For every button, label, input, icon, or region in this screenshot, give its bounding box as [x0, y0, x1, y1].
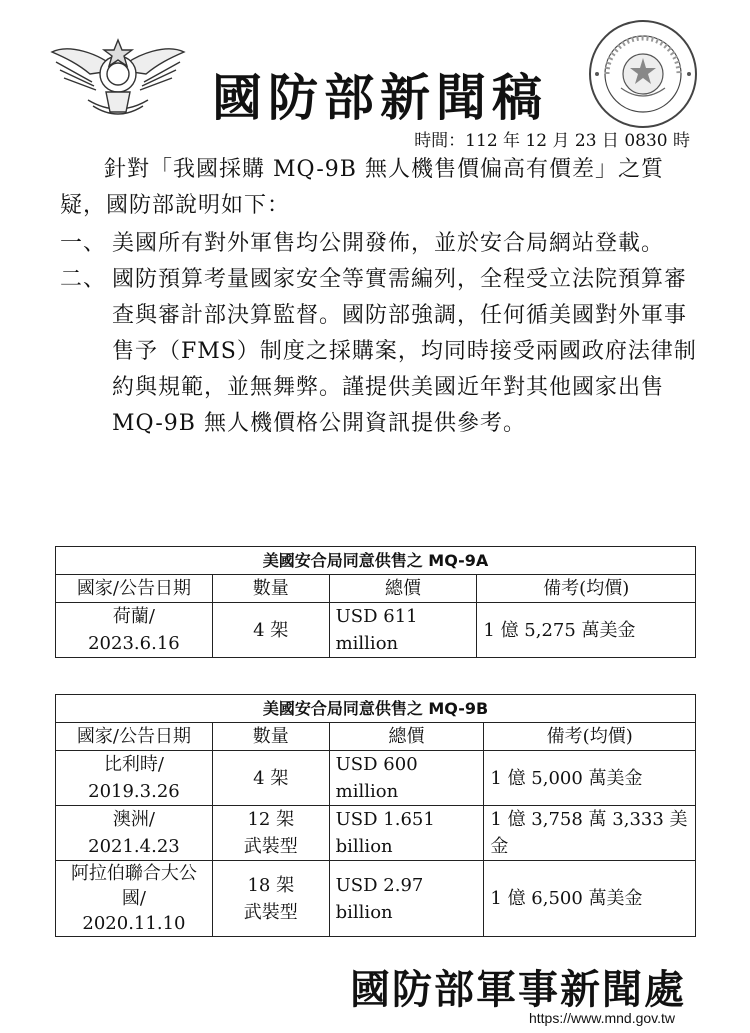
release-timestamp: 時間：112 年 12 月 23 日 0830 時 [414, 131, 690, 151]
column-header: 備考(均價) [477, 575, 696, 603]
table-row [56, 806, 696, 861]
quantity-note: 武裝型 [243, 901, 298, 923]
total-price-cell: USD 2.97 [335, 874, 424, 896]
date-cell: 2021.4.23 [88, 836, 180, 857]
date-cell: 2023.6.16 [88, 633, 180, 654]
list-item [60, 262, 700, 442]
total-price-unit: million [335, 633, 399, 654]
average-price-cell: 1 億 5,275 萬美金 [483, 619, 636, 641]
average-price-cell: 1 億 6,500 萬美金 [490, 888, 643, 909]
column-header: 數量 [212, 575, 329, 603]
column-header: 國家/公告日期 [56, 575, 213, 603]
date-cell: 2019.3.26 [88, 781, 180, 802]
average-price-cell: 1 億 5,000 萬美金 [490, 767, 643, 789]
column-header: 總價 [329, 575, 477, 603]
total-price-cell: USD 1.651 [335, 809, 435, 830]
total-price-unit: billion [335, 836, 393, 857]
website-url: https://www.mnd.gov.tw [528, 1010, 675, 1026]
country-cell: 荷蘭/ [112, 606, 155, 627]
average-price-cell: 1 億 3,758 萬 3,333 美金 [490, 809, 688, 857]
list-item-number: 二、 [60, 267, 107, 292]
table-row [56, 861, 696, 937]
intro-paragraph: 針對「我國採購 MQ-9B 無人機售價偏高有價差」之質疑，國防部說明如下： [60, 157, 664, 218]
list-item-text: 美國所有對外軍售均公開發佈，並於安合局網站登載。 [112, 231, 665, 256]
document-header [0, 0, 750, 150]
mq9b-sales-table [55, 694, 696, 937]
quantity-cell: 12 架 [247, 809, 295, 830]
country-cell: 阿拉伯聯合大公國/ [70, 863, 197, 909]
column-header: 數量 [212, 723, 329, 751]
division-seal-icon [587, 18, 699, 130]
column-header: 總價 [329, 723, 484, 751]
total-price-cell: USD 611 [335, 606, 418, 627]
ministry-emblem-icon [48, 22, 188, 122]
column-header: 備考(均價) [484, 723, 696, 751]
column-header: 國家/公告日期 [56, 723, 213, 751]
quantity-cell: 18 架 [247, 874, 295, 896]
date-cell: 2020.11.10 [82, 913, 186, 934]
quantity-cell: 4 架 [253, 619, 289, 641]
table-caption: 美國安合局同意供售之 MQ-9A [56, 547, 696, 575]
total-price-unit: billion [335, 901, 393, 923]
table-row [56, 603, 696, 658]
quantity-note: 武裝型 [243, 836, 298, 857]
table-caption: 美國安合局同意供售之 MQ-9B [56, 695, 696, 723]
list-item [60, 226, 700, 262]
country-cell: 澳洲/ [112, 809, 155, 830]
mq9a-sales-table [55, 546, 696, 658]
press-release-body [60, 152, 700, 442]
total-price-cell: USD 600 [335, 754, 418, 775]
table-row [56, 751, 696, 806]
country-cell: 比利時/ [103, 754, 164, 775]
page-title: 國防部新聞稿 [212, 69, 548, 127]
list-item-text: 國防預算考量國家安全等實需編列，全程受立法院預算審查與審計部決算監督。國防部強調，任何循美國對外軍事售予（FMS）制度之採購案，均同時接受兩國政府法律制約與規範，並無舞弊。謹提供美國近年對其他國家出售 MQ-9B 無人機價格公開資訊提供參考。 [112, 267, 697, 436]
issuer-signature: 國防部軍事新聞處 [350, 967, 686, 1013]
quantity-cell: 4 架 [253, 767, 289, 789]
list-item-number: 一、 [60, 231, 107, 256]
total-price-unit: million [335, 781, 399, 802]
